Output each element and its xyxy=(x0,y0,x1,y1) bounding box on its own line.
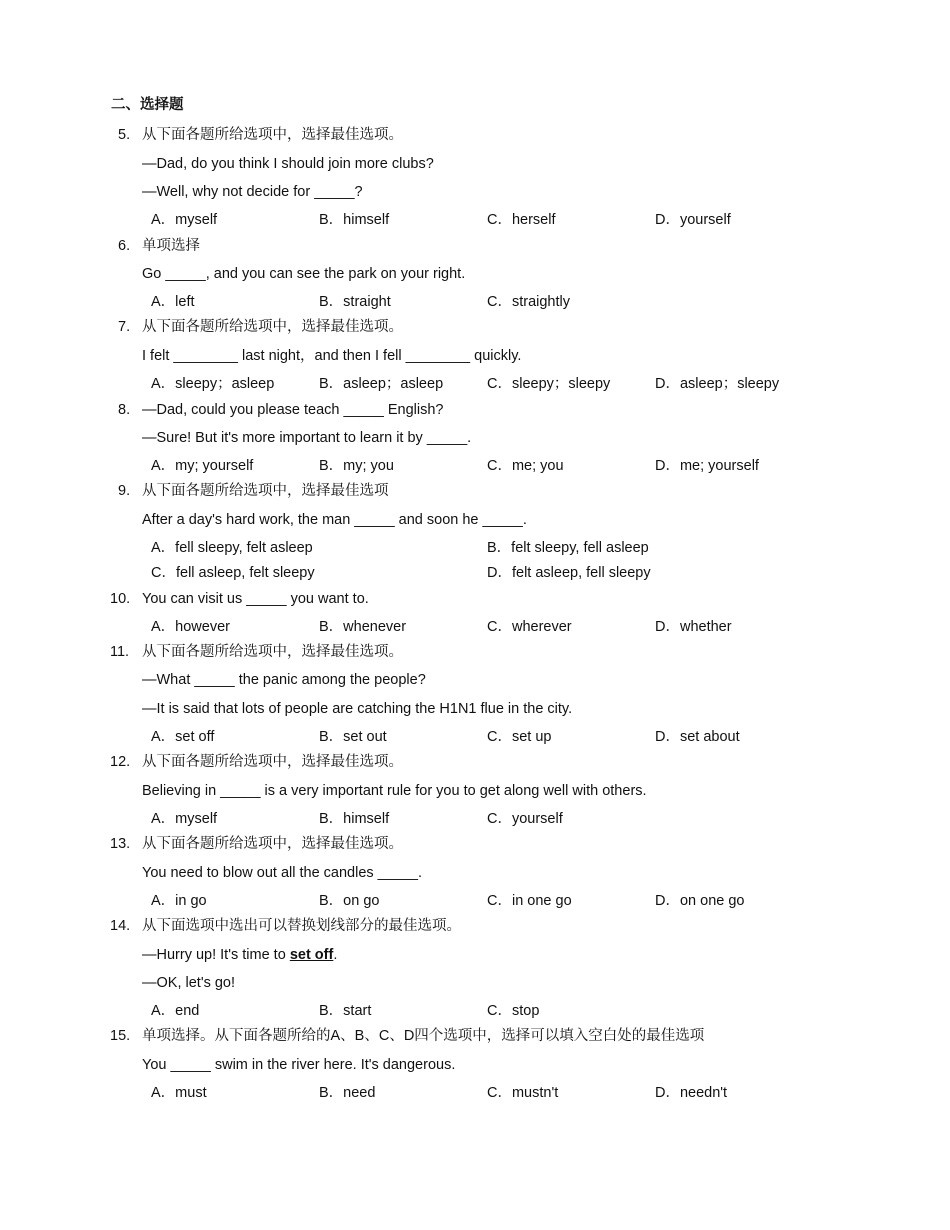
option-b[interactable]: B．my; you xyxy=(319,458,394,474)
option-d[interactable]: D．me; yourself xyxy=(655,458,759,474)
option-c[interactable]: C．wherever xyxy=(487,619,572,635)
question-number: 10. xyxy=(110,591,131,607)
question-text: —Hurry up! It's time to xyxy=(142,947,290,963)
option-c[interactable]: C．mustn't xyxy=(487,1085,559,1101)
option-c[interactable]: C．straightly xyxy=(487,294,570,310)
option-c[interactable]: C．me; you xyxy=(487,458,564,474)
question-line: I felt ________ last night，and then I fell ________ quickly. xyxy=(142,348,522,364)
option-a[interactable]: A．end xyxy=(151,1003,200,1019)
option-c[interactable]: C．sleepy；sleepy xyxy=(487,376,611,392)
question-number: 11. xyxy=(110,644,130,660)
option-b[interactable]: B．start xyxy=(319,1003,372,1019)
question-instruction: 从下面各题所给选项中，选择最佳选项 xyxy=(142,483,389,499)
question-line: You need to blow out all the candles _____. xyxy=(142,865,423,881)
question-line: You _____ swim in the river here. It's dangerous. xyxy=(142,1057,456,1073)
question-line: After a day's hard work, the man _____ and soon he _____. xyxy=(142,512,527,528)
option-b[interactable]: B．on go xyxy=(319,893,380,909)
option-d[interactable]: D．on one go xyxy=(655,893,745,909)
question-number: 12. xyxy=(110,754,131,770)
option-b[interactable]: B．whenever xyxy=(319,619,407,635)
question-line: Believing in _____ is a very important rule for you to get along well with others. xyxy=(142,783,647,799)
question-line: —What _____ the panic among the people? xyxy=(142,672,426,688)
option-a[interactable]: A．set off xyxy=(151,729,215,745)
option-a[interactable]: A．left xyxy=(151,294,195,310)
question-instruction: 从下面各题所给选项中，选择最佳选项。 xyxy=(142,127,403,143)
option-d[interactable]: D．yourself xyxy=(655,212,731,228)
option-b[interactable]: B．set out xyxy=(319,729,387,745)
question-line: You can visit us _____ you want to. xyxy=(142,591,369,607)
question-number: 15. xyxy=(110,1028,131,1044)
question-number: 13. xyxy=(110,836,131,852)
option-b[interactable]: B．himself xyxy=(319,212,390,228)
option-b[interactable]: B．felt sleepy, fell asleep xyxy=(487,540,649,556)
section-title: 二、选择题 xyxy=(111,97,184,113)
option-d[interactable]: D．needn't xyxy=(655,1085,728,1101)
option-c[interactable]: C．stop xyxy=(487,1003,540,1019)
option-c[interactable]: C．set up xyxy=(487,729,552,745)
option-a[interactable]: A．myself xyxy=(151,212,218,228)
question-line: —Well, why not decide for _____? xyxy=(142,184,363,200)
question-instruction: 单项选择 xyxy=(142,238,200,254)
question-text-end: . xyxy=(333,947,338,963)
question-line: —Dad, could you please teach _____ English? xyxy=(142,402,444,418)
option-d[interactable]: D．set about xyxy=(655,729,740,745)
option-a[interactable]: A．sleepy；asleep xyxy=(151,376,275,392)
option-b[interactable]: B．asleep；asleep xyxy=(319,376,444,392)
option-d[interactable]: D．felt asleep, fell sleepy xyxy=(487,565,651,581)
option-b[interactable]: B．himself xyxy=(319,811,390,827)
question-line: —Sure! But it's more important to learn it by _____. xyxy=(142,430,472,446)
question-number: 6. xyxy=(118,238,131,254)
question-instruction: 单项选择。从下面各题所给的A、B、C、D四个选项中，选择可以填入空白处的最佳选项 xyxy=(142,1028,705,1044)
option-c[interactable]: C．yourself xyxy=(487,811,563,827)
option-a[interactable]: A．however xyxy=(151,619,230,635)
question-instruction: 从下面各题所给选项中，选择最佳选项。 xyxy=(142,644,403,660)
question-instruction: 从下面各题所给选项中，选择最佳选项。 xyxy=(142,836,403,852)
question-instruction: 从下面各题所给选项中，选择最佳选项。 xyxy=(142,319,403,335)
underlined-phrase: set off xyxy=(289,947,334,963)
question-number: 9. xyxy=(118,483,131,499)
question-line: —Dad, do you think I should join more clubs? xyxy=(142,156,434,172)
question-line: Go _____, and you can see the park on your right. xyxy=(142,266,466,282)
option-b[interactable]: B．need xyxy=(319,1085,376,1101)
option-c[interactable]: C．herself xyxy=(487,212,556,228)
option-c[interactable]: C．fell asleep, felt sleepy xyxy=(151,565,315,581)
question-number: 5. xyxy=(118,127,131,143)
option-c[interactable]: C．in one go xyxy=(487,893,572,909)
question-number: 8. xyxy=(118,402,131,418)
option-a[interactable]: A．my; yourself xyxy=(151,458,254,474)
question-line xyxy=(142,944,337,966)
option-a[interactable]: A．in go xyxy=(151,893,207,909)
question-instruction: 从下面各题所给选项中，选择最佳选项。 xyxy=(142,754,403,770)
question-line: —OK, let's go! xyxy=(142,975,236,991)
option-a[interactable]: A．myself xyxy=(151,811,218,827)
question-line: —It is said that lots of people are catching the H1N1 flue in the city. xyxy=(142,701,573,717)
option-d[interactable]: D．whether xyxy=(655,619,732,635)
option-d[interactable]: D．asleep；sleepy xyxy=(655,376,780,392)
option-a[interactable]: A．fell sleepy, felt asleep xyxy=(151,540,313,556)
option-b[interactable]: B．straight xyxy=(319,294,391,310)
question-number: 14. xyxy=(110,918,131,934)
question-instruction: 从下面选项中选出可以替换划线部分的最佳选项。 xyxy=(142,918,461,934)
option-a[interactable]: A．must xyxy=(151,1085,207,1101)
question-number: 7. xyxy=(118,319,131,335)
